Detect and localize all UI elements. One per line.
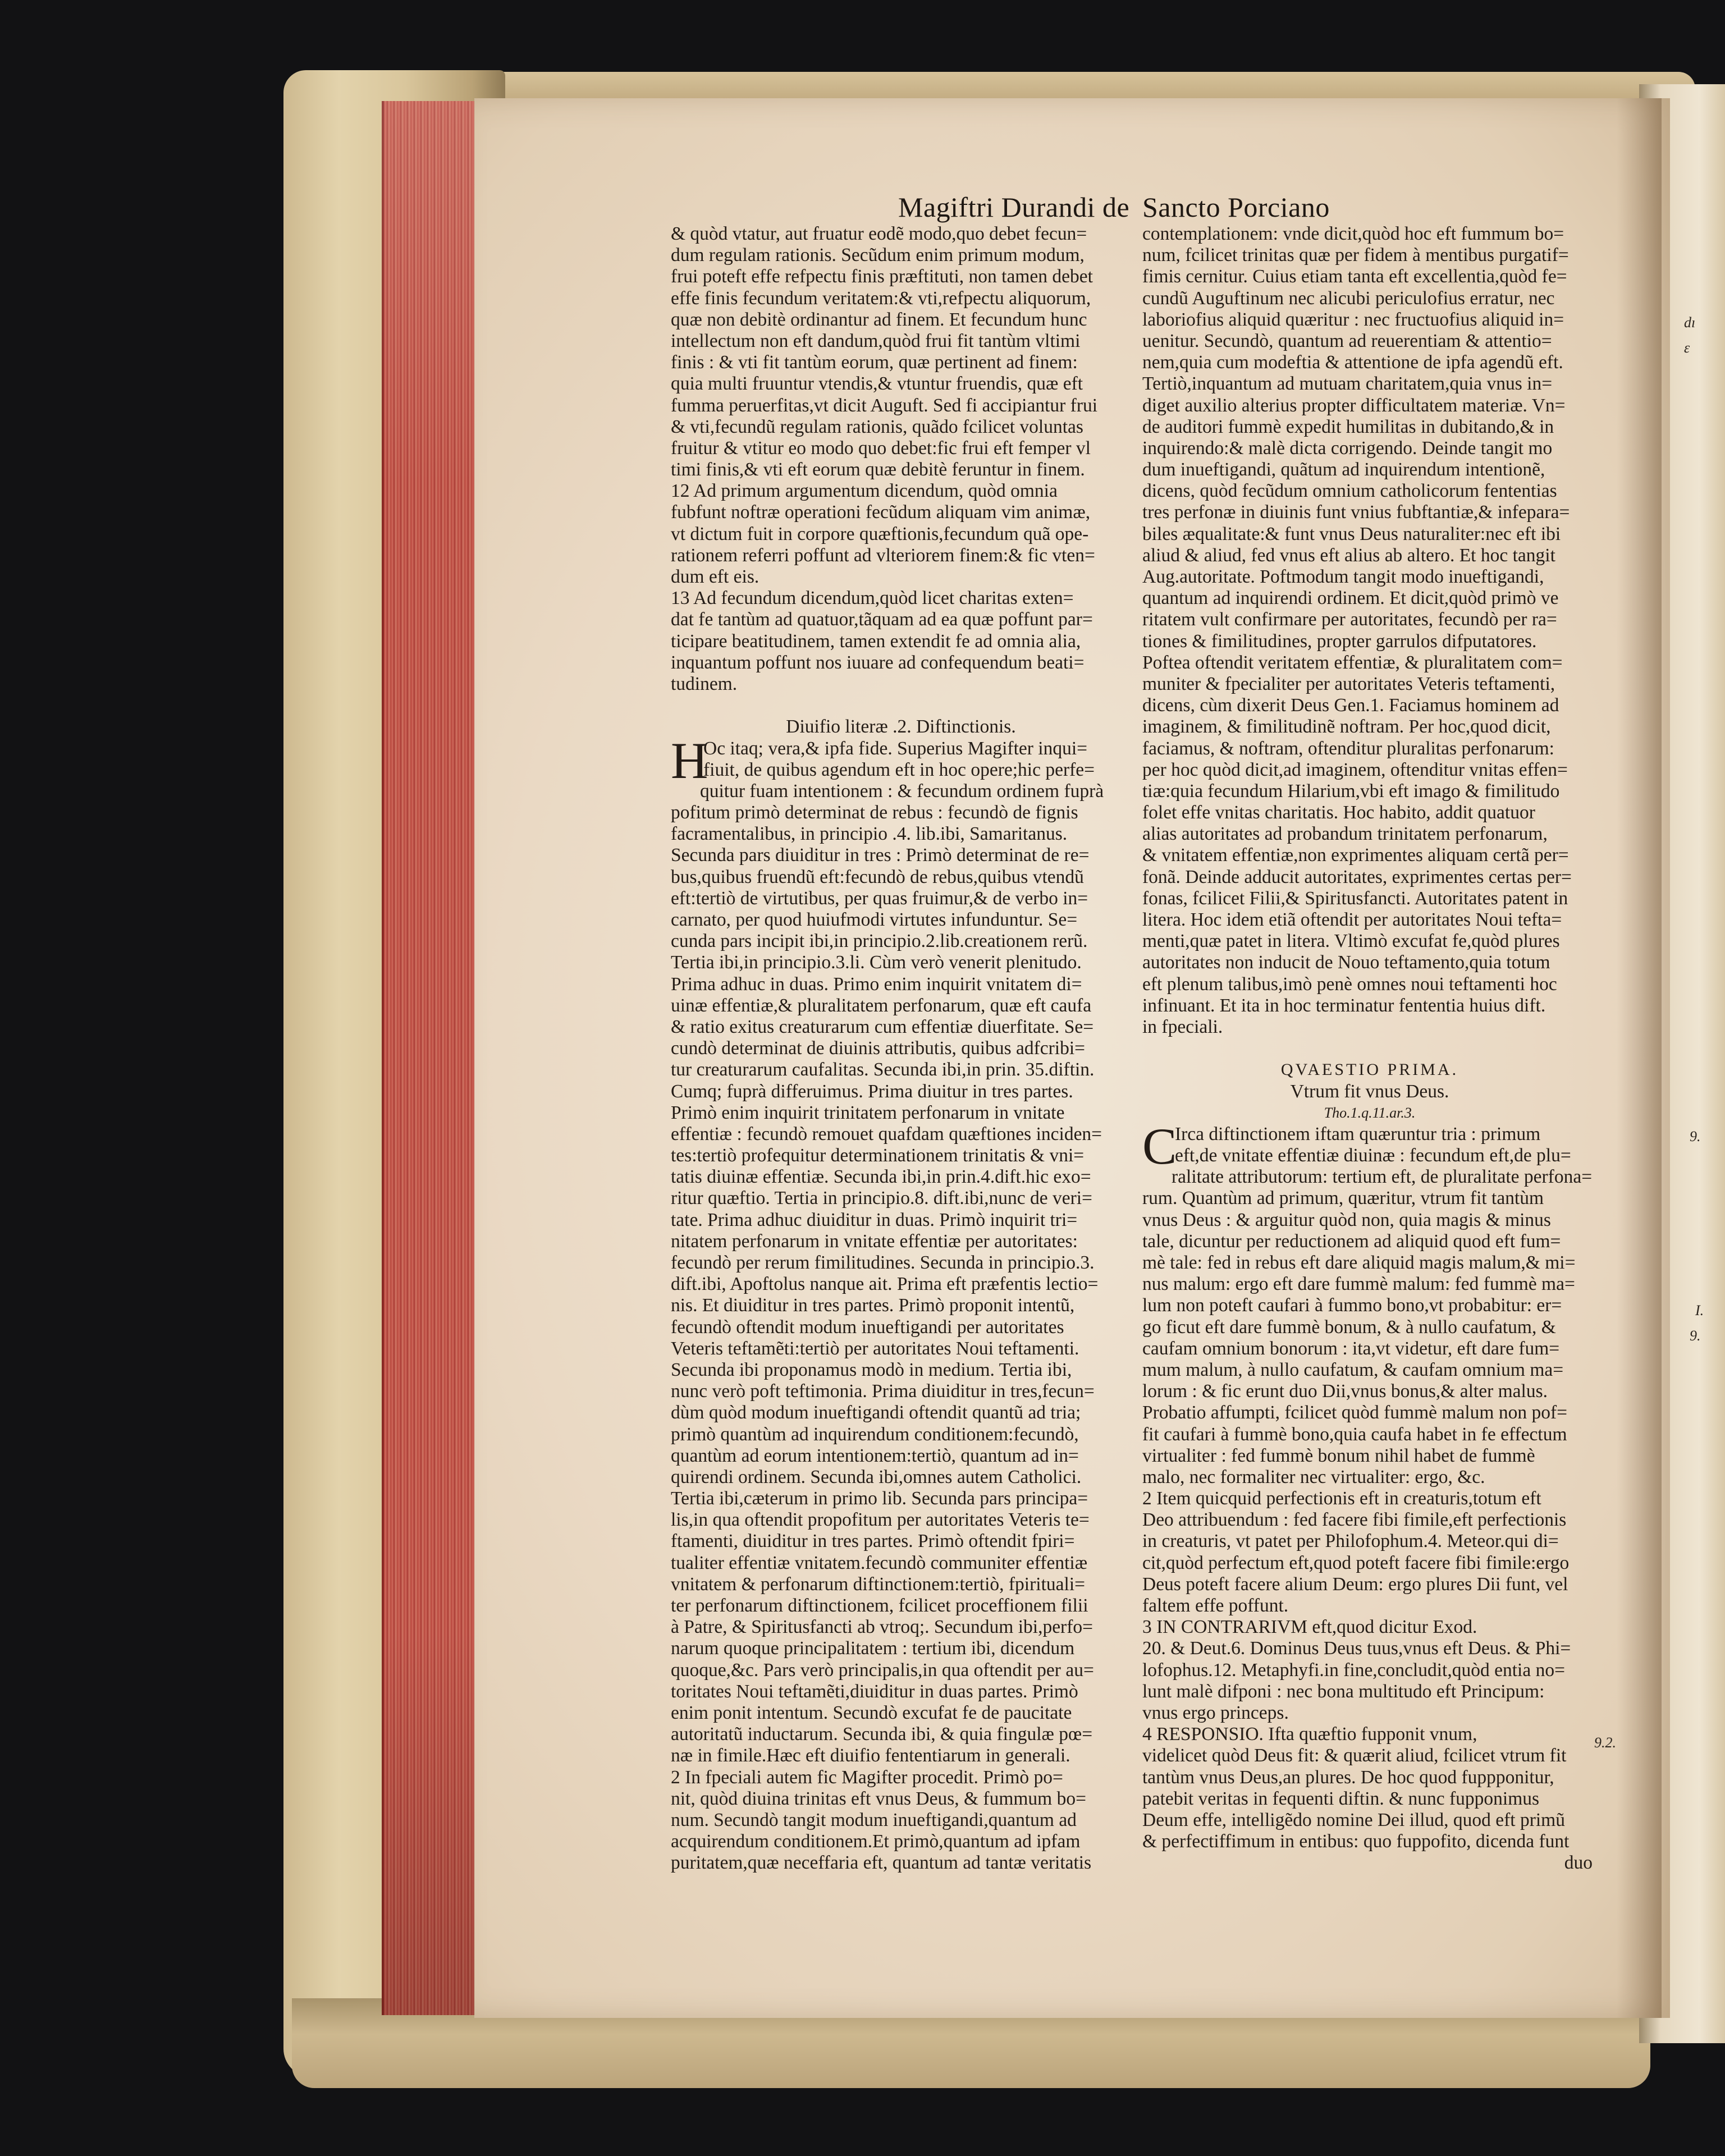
text-line: ter perfonarum diftinctionem, fcilicet proceffionem filii [671,1595,1088,1616]
text-line: Tertiò,inquantum ad mutuam charitatem,quia vnus in= [1142,373,1553,395]
text-line: inquirendo:& malè dicta corrigendo. Deinde tangit mo [1142,437,1553,459]
text-line: dum inueftigandi, quãtum ad inquirendum intentionẽ, [1142,459,1545,480]
text-line: quirendi ordinem. Secunda ibi,omnes autem Catholici. [671,1466,1082,1487]
text-line: næ in fimile.Hæc eft diuifio fententiarum in generali. [671,1745,1070,1766]
text-line: muniter & fpecialiter per autoritates Veteris teftamenti, [1142,673,1555,694]
text-line: timi finis,& vti eft eorum quæ debitè feruntur in finem. [671,459,1085,480]
text-line: 13 Ad fecundum dicendum,quòd licet charitas exten= [671,588,1074,609]
text-line: 4 RESPONSIO. Ifta quæftio fupponit vnum, [1142,1724,1477,1745]
page-gutter-shadow [1617,98,1662,2018]
text-line: fumma peruerfitas,vt dicit Auguft. Sed fi accipiantur frui [671,395,1098,416]
text-line: mum malum, à nullo caufatum, & caufam omnium ma= [1142,1359,1564,1380]
text-line: Tertia ibi,in principio.3.li. Cùm verò venerit plenitudo. [671,952,1082,973]
text-line: puritatem,quæ neceffaria eft, quantum ad tantæ veritatis [671,1852,1092,1874]
left-column-part-2 [671,781,1131,1874]
text-line: 2 Item quicquid perfectionis eft in creaturis,totum eft [1142,1488,1541,1509]
text-line: quantùm ad eorum intentionem:tertiò, quantum ad in= [671,1445,1079,1466]
left-text-column [671,223,1131,1874]
dropcap-h: H [671,731,708,789]
text-line: Aug.autoritate. Poftmodum tangit modo inueftigandi, [1142,566,1544,587]
text-line: imaginem, & fimilitudinẽ noftram. Per hoc,quod dicit, [1142,716,1551,738]
text-line: quantum ad inquirendi ordinem. Et dicit,quòd primò ve [1142,588,1559,609]
text-line: tiæ:quia fecundum Hilarium,vbi eft imago & fimilitudo [1142,780,1560,802]
text-line: & perfectiffimum in entibus: quo fuppofito, dicenda funt [1142,1831,1570,1852]
text-line: 20. & Deut.6. Dominus Deus tuus,vnus eft Deus. & Phi= [1142,1638,1571,1659]
text-line: quitur fuam intentionem : & fecundum ordinem fuprà [700,780,1104,802]
text-line: patebit veritas in fequenti diftin. & nunc fupponimus [1142,1788,1540,1809]
text-line: Irca diftinctionem iftam quæruntur tria : primum [1175,1123,1541,1145]
text-line: biles æqualitate:& funt vnus Deus naturaliter:nec eft ibi [1142,523,1561,544]
text-line: caufam omnium bonorum : ita,vt videtur, eft dare fum= [1142,1338,1560,1359]
dropcap-lines-2 [1142,1117,1597,1175]
text-line: & quòd vtatur, aut fruatur eodẽ modo,quo debet fecun= [671,223,1087,244]
text-line: dùm quòd modum inueftigandi oftendit quantũ ad tria; [671,1402,1081,1423]
question-citation: Tho.1.q.11.ar.3. [1324,1104,1416,1121]
running-header-left: Magiftri Durandi de [898,191,1130,223]
text-line: nis. Et diuiditur in tres partes. Primò proponit intentũ, [671,1295,1075,1316]
left-column-part-1 [671,223,1131,695]
text-line: mè tale: fed in rebus eft dare aliquid magis malum,& mi= [1142,1252,1576,1273]
text-line: laboriofius aliquid quæritur : nec fructuofius aliquid in= [1142,309,1564,330]
text-line: quia multi fruuntur vtendis,& vtuntur fruendis, quæ eft [671,373,1083,395]
running-header-right: Sancto Porciano [1142,191,1330,223]
text-line: pofitum primò determinat de rebus : fecundò de fignis [671,802,1078,823]
text-line: effentiæ : fecundò remouet quafdam quæftiones inciden= [671,1123,1102,1145]
text-line: & ratio exitus creaturarum cum effentiæ diuerfitate. Se= [671,1016,1094,1037]
text-line: tres perfonæ in diuinis funt vnius fubftantiæ,& infepara= [1142,502,1570,523]
text-line: nunc verò poft teftimonia. Prima diuiditur in tres,fecun= [671,1381,1095,1402]
text-line: cunda pars incipit ibi,in principio.2.lib.creationem rerũ. [671,931,1088,952]
text-line: eft plenum talibus,imò penè omnes noui teftamenti hoc [1142,973,1557,995]
margin-note: ɛ [1684,340,1690,356]
text-line: fimis cernitur. Cuius etiam tanta eft excellentia,quòd fe= [1142,266,1567,287]
text-line: cundũ Auguftinum nec alicubi periculofius erratur, nec [1142,287,1555,309]
text-line: vnus ergo princeps. [1142,1702,1289,1723]
margin-note: 9. [1690,1128,1701,1145]
catchword: duo [1564,1852,1593,1874]
text-line: lum non poteft caufari à fummo bono,vt probabitur: er= [1142,1295,1562,1316]
text-line: num, fcilicet trinitas quæ per fidem à mentibus purgatif= [1142,245,1569,266]
text-line: primò quantùm ad inquirendum conditionem:fecundò, [671,1423,1079,1445]
text-line: carnato, per quod huiufmodi virtutes infunduntur. Se= [671,909,1078,930]
text-line: faciamus, & noftram, oftenditur pluralitas perfonarum: [1142,738,1554,759]
text-line: lofophus.12. Metaphyfi.in fine,concludit,quòd entia no= [1142,1659,1565,1681]
text-line: narum quoque principalitatem : tertium ibi, dicendum [671,1638,1075,1659]
text-line: tudinem. [671,673,738,694]
dropcap-paragraph [671,731,1131,789]
section-heading: Diuifio literæ .2. Diftinctionis. [786,716,1016,738]
text-line: vnus Deus : & arguitur quòd non, quia magis & minus [1142,1209,1551,1230]
text-line: Deus poteft facere alium Deum: ergo plures Dii funt, vel [1142,1573,1568,1595]
text-line: Deo attribuendum : fed facere fibi fimile,eft perfectionis [1142,1509,1567,1531]
red-page-edges-shade [382,101,474,2015]
text-line: diget auxilio alterius propter difficultatem materiæ. Vn= [1142,395,1566,416]
text-line: uinæ effentiæ,& pluralitatem perfonarum, quæ eft caufa [671,995,1092,1016]
text-line: Cumq; fuprà differuimus. Prima diuitur in tres partes. [671,1081,1073,1102]
text-line: Prima adhuc in duas. Primo enim inquirit vnitatem di= [671,973,1082,995]
text-line: fonas, fcilicet Filii,& Spiritusfancti. Autoritates patent in [1142,887,1568,909]
text-line: malo, nec formaliter nec virtualiter: ergo, &c. [1142,1466,1485,1487]
text-line: frui poteft effe refpectu finis præftituti, non tamen debet [671,266,1093,287]
text-line: tes:tertiò profequitur determinationem trinitatis & vni= [671,1145,1085,1166]
right-column-part-2 [1142,1166,1597,1852]
text-line: nus malum: ergo eft dare fummè malum: fed fummè ma= [1142,1274,1575,1295]
text-line: ticipare beatitudinem, tamen extendit fe ad omnia alia, [671,630,1081,652]
text-line: autoritates non inducit de Nouo teftamento,quia totum [1142,952,1550,973]
text-line: eft,de vnitate effentiæ diuinæ : fecundum eft,de plu= [1175,1145,1571,1166]
text-line: virtualiter : fed fummè bonum nihil habet de fummè [1142,1445,1535,1466]
text-line: fecundò per rerum fimilitudines. Secunda in principio.3. [671,1252,1095,1273]
text-line: vnitatem & perfonarum diftinctionem:tertiò, fpirituali= [671,1573,1086,1595]
text-line: fubfunt noftræ operationi fecũdum aliquam vim animæ, [671,502,1091,523]
dropcap-paragraph-2 [1142,1117,1597,1175]
text-line: ftamenti, diuiditur in tres partes. Primò oftendit fpiri= [671,1531,1075,1552]
text-line: autoritatũ inductarum. Secunda ibi, & quia fingulæ pœ= [671,1724,1093,1745]
text-line: tualiter effentiæ vnitatem.fecundò communiter effentiæ [671,1552,1088,1573]
text-line: faltem effe poffunt. [1142,1595,1289,1616]
text-line: eft:tertiò de virtutibus, per quas fruimur,& de verbo in= [671,887,1088,909]
text-line: acquirendum conditionem.Et primò,quantum ad ipfam [671,1831,1081,1852]
text-line: lorum : & fic erunt duo Dii,vnus bonus,& alter malus. [1142,1381,1548,1402]
text-line: in fpeciali. [1142,1016,1223,1037]
text-line: fruitur & vtitur eo modo quo debet:fic frui eft femper vl [671,437,1091,459]
text-line: Oc itaq; vera,& ipfa fide. Superius Magifter inqui= [703,738,1088,759]
text-line: enim ponit intentum. Secundò excufat fe de paucitate [671,1702,1072,1723]
text-line: fiuit, de quibus agendum eft in hoc opere;hic perfe= [703,759,1095,780]
text-line: Deum effe, intelligẽdo nomine Dei illud, quod eft primũ [1142,1809,1565,1830]
text-line: Tertia ibi,cæterum in primo lib. Secunda pars principa= [671,1488,1088,1509]
margin-note: I. [1695,1302,1704,1319]
text-line: fit caufari à fummè bono,quia caufa habet in fe effectum [1142,1423,1567,1445]
text-line: in creaturis, vt patet per Philofophum.4. Meteor.qui di= [1142,1531,1559,1552]
text-line: ralitate attributorum: tertium eft, de pluralitate perfona= [1172,1166,1593,1188]
text-line: lunt malè difponi : nec bona multitudo eft Principum: [1142,1681,1545,1702]
text-line: 2 In fpeciali autem fic Magifter procedit. Primò po= [671,1766,1063,1788]
text-line: finis : & vti fit tantùm eorum, quæ pertinent ad finem: [671,352,1078,373]
blank-line [1142,1038,1597,1059]
text-line: menti,quæ patet in litera. Vltimò excufat fe,quòd plures [1142,931,1560,952]
text-line: bus,quibus fruendũ eft:fecundò de rebus,quibus vtendũ [671,866,1084,887]
text-line: fecundò oftendit modum inueftigandi per autoritates [671,1316,1064,1338]
text-line: nit, quòd diuina trinitas eft vnus Deus, & fummum bo= [671,1788,1087,1809]
text-line: cundò determinat de diuinis attributis, quibus adfcribi= [671,1038,1086,1059]
text-line: ritatem vult confirmare per autoritates, fecundò per ra= [1142,609,1557,630]
text-line: dicens, cùm dixerit Deus Gen.1. Faciamus hominem ad [1142,695,1559,716]
text-line: infinuant. Et ita in hoc terminatur fententia huius dift. [1142,995,1546,1016]
dropcap-lines [671,731,1131,789]
text-line: litera. Hoc idem etiã oftendit per autoritates Noui tefta= [1142,909,1562,930]
text-line: Primò enim inquirit trinitatem perfonarum in vnitate [671,1102,1065,1123]
text-line: rationem referri poffunt ad vlteriorem finem:& fic vten= [671,544,1095,566]
text-line: dift.ibi, Apoftolus nanque ait. Prima eft præfentis lectio= [671,1274,1099,1295]
text-line: effe finis fecundum veritatem:& vti,refpectu aliquorum, [671,287,1091,309]
text-line: nem,quia cum modeftia & attentione de ipfa agendũ eft. [1142,352,1563,373]
text-line: inquantum poffunt nos iuuare ad confequendum beati= [671,652,1085,673]
text-line: de auditori fummè expedit humilitas in dubitando,& in [1142,416,1554,437]
margin-note: 9.2. [1594,1734,1616,1751]
text-line: cit,quòd perfectum eft,quod poteft facere fibi fimile:ergo [1142,1552,1570,1573]
text-line: intellectum non eft dandum,quòd frui fit tantùm vltimi [671,330,1081,351]
text-line: 3 IN CONTRARIVM eft,quod dicitur Exod. [1142,1617,1477,1638]
text-line: & vti,fecundũ regulam rationis, quãdo fcilicet voluntas [671,416,1083,437]
text-line: uenitur. Secundò, quantum ad reuerentiam & attentio= [1142,330,1552,351]
margin-note: 9. [1690,1328,1701,1344]
blank-line [671,695,1131,716]
text-line: folet effe vnitas charitatis. Hoc habito, addit quatuor [1142,802,1535,823]
text-line: Secunda pars diuiditur in tres : Primò determinat de re= [671,845,1090,866]
text-line: contemplationem: vnde dicit,quòd hoc eft fummum bo= [1142,223,1564,244]
text-line: Probatio affumpti, fcilicet quòd fummè malum non pof= [1142,1402,1567,1423]
text-line: per hoc quòd dicit,ad imaginem, oftenditur vnitas effen= [1142,759,1568,780]
text-line: dicens, quòd fecũdum omnium catholicorum fententias [1142,480,1557,502]
text-line: Poftea oftendit veritatem effentiæ, & pluralitatem com= [1142,652,1563,673]
question-title: QVAESTIO PRIMA. [1280,1060,1459,1079]
text-line: Veteris teftamẽti:tertiò per autoritates Noui teftamenti. [671,1338,1079,1359]
text-line: dat fe tantùm ad quatuor,tãquam ad ea quæ poffunt par= [671,609,1093,630]
text-line: toritates Noui teftamẽti,diuiditur in duas partes. Primò [671,1681,1078,1702]
text-line: videlicet quòd Deus fit: & quærit aliud, fcilicet vtrum fit [1142,1745,1567,1766]
text-line: lis,in qua oftendit propofitum per autoritates Veteris te= [671,1509,1090,1531]
text-line: tale, dicuntur per reductionem ad aliquid quod eft fum= [1142,1230,1561,1252]
question-subtitle: Vtrum fit vnus Deus. [1290,1081,1449,1102]
text-line: vt dictum fuit in corpore quæftionis,fecundum quã ope- [671,523,1089,544]
text-line: nitatem perfonarum in vnitate effentiæ per autoritates: [671,1230,1078,1252]
right-column-part-1 [1142,223,1597,1038]
text-line: alias autoritates ad probandum trinitatem perfonarum, [1142,823,1548,845]
text-line: ritur quæftio. Tertia in principio.8. dift.ibi,nunc de veri= [671,1188,1092,1209]
text-line: tatis diuinæ effentiæ. Secunda ibi,in prin.4.dift.hic exo= [671,1166,1091,1188]
dropcap-c: C [1142,1117,1177,1175]
text-line: tiones & fimilitudines, propter garrulos difputatores. [1142,630,1537,652]
margin-note: dı [1684,314,1696,331]
text-line: à Patre, & Spiritusfancti ab vtroq;. Secundum ibi,perfo= [671,1617,1093,1638]
text-line: Secunda ibi proponamus modò in medium. Tertia ibi, [671,1359,1072,1380]
text-line: quoque,&c. Pars verò principalis,in qua oftendit per au= [671,1659,1094,1681]
text-line: go ficut eft dare fummè bonum, & à nullo caufatum, & [1142,1316,1556,1338]
text-line: & vnitatem effentiæ,non exprimentes aliquam certã per= [1142,845,1569,866]
text-line: tate. Prima adhuc diuiditur in duas. Primò inquirit tri= [671,1209,1078,1230]
text-line: tantùm vnus Deus,an plures. De hoc quod fuppponitur, [1142,1766,1554,1788]
text-line: fonã. Deinde adducit autoritates, exprimentes certas per= [1142,866,1572,887]
text-line: dum eft eis. [671,566,759,587]
text-line: rum. Quantùm ad primum, quæritur, vtrum fit tantùm [1142,1188,1544,1209]
text-line: 12 Ad primum argumentum dicendum, quòd omnia [671,480,1058,502]
text-line: dum regulam rationis. Secũdum enim primum modum, [671,245,1085,266]
text-line: tur creaturarum caufalitas. Secunda ibi,in prin. 35.diftin. [671,1059,1095,1081]
text-line: facramentalibus, in principio .4. lib.ibi, Samaritanus. [671,823,1068,845]
right-text-column [1142,223,1597,1874]
text-line: aliud & aliud, fed vnus eft alius ab altero. Et hoc tangit [1142,544,1555,566]
text-line: num. Secundò tangit modum inueftigandi,quantum ad [671,1809,1077,1830]
text-line: quæ non debitè ordinantur ad finem. Et fecundum hunc [671,309,1087,330]
